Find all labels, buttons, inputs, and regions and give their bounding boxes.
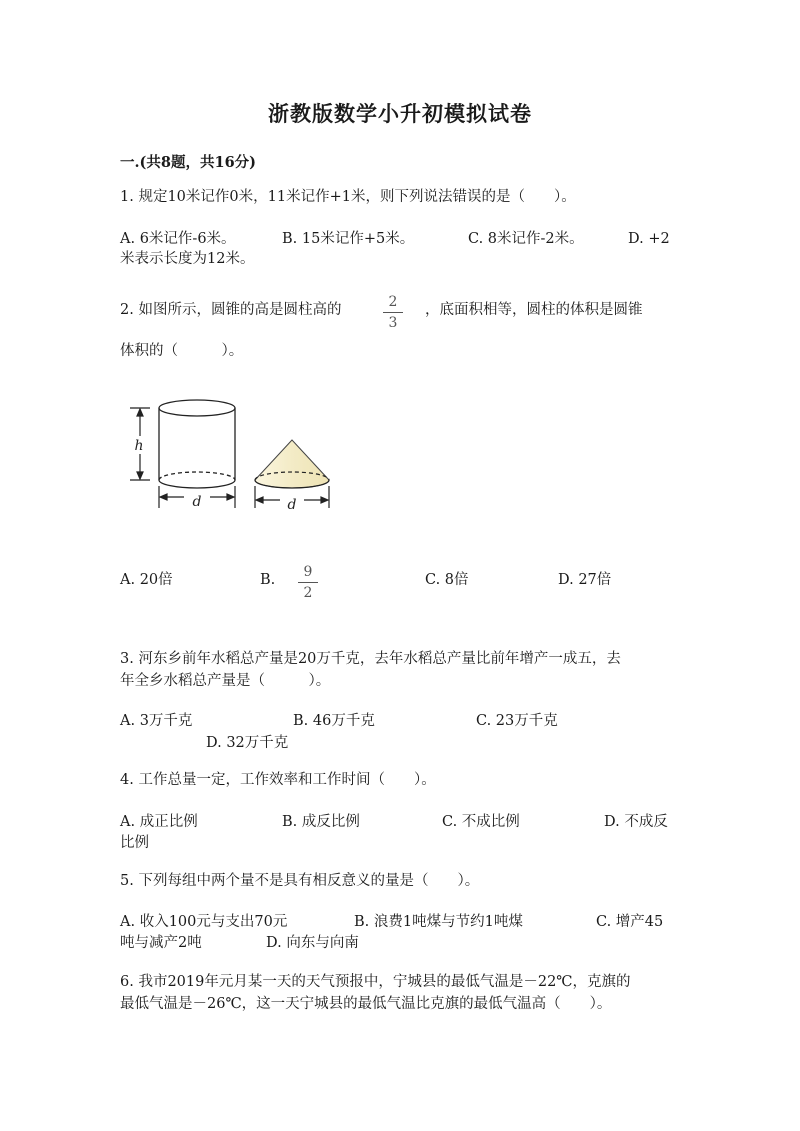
cone-shape	[255, 440, 329, 488]
fraction-bar	[298, 582, 318, 583]
question-5-option-c-cont: 吨与减产2吨	[120, 935, 202, 951]
question-4-option-c: C. 不成比例	[442, 814, 520, 830]
question-1-stem: 1. 规定10米记作0米，11米记作+1米，则下列说法错误的是（ ）。	[120, 189, 576, 205]
question-1-option-b: B. 15米记作+5米。	[282, 231, 415, 247]
fraction-denominator: 3	[388, 315, 398, 331]
question-2-stem-cont: ，底面积相等，圆柱的体积是圆锥	[425, 302, 643, 318]
question-5-option-b: B. 浪费1吨煤与节约1吨煤	[354, 914, 523, 930]
question-2-fraction	[383, 294, 403, 331]
question-1-option-d: D. +2	[628, 231, 670, 247]
fraction-numerator: 9	[303, 564, 313, 580]
cylinder-cone-figure	[120, 390, 350, 520]
question-6-stem: 6. 我市2019年元月某一天的天气预报中，宁城县的最低气温是－22℃，克旗的	[120, 974, 631, 990]
question-5-option-d: D. 向东与向南	[266, 935, 359, 951]
question-1-option-c: C. 8米记作-2米。	[468, 231, 584, 247]
question-3-option-a: A. 3万千克	[120, 713, 193, 729]
fraction-bar	[383, 312, 403, 313]
question-1-option-a: A. 6米记作-6米。	[120, 231, 236, 247]
question-5-stem: 5. 下列每组中两个量不是具有相反意义的量是（ ）。	[120, 873, 480, 889]
cylinder-diameter-label: d	[192, 494, 202, 510]
question-2-option-a: A. 20倍	[120, 572, 173, 588]
question-2-stem-end: 体积的（ ）。	[120, 343, 244, 359]
cone-diameter-label: d	[287, 497, 297, 513]
cylinder-shape	[159, 400, 235, 488]
question-2-option-b-fraction	[298, 564, 318, 601]
question-3-option-d: D. 32万千克	[206, 735, 289, 751]
question-1-option-d-cont: 米表示长度为12米。	[120, 251, 255, 267]
question-2-stem: 2. 如图所示，圆锥的高是圆柱高的	[120, 302, 342, 318]
question-6-stem-cont: 最低气温是－26℃，这一天宁城县的最低气温比克旗的最低气温高（ ）。	[120, 996, 612, 1012]
question-5-option-a: A. 收入100元与支出70元	[120, 914, 288, 930]
question-2-option-c: C. 8倍	[425, 572, 469, 588]
question-3-stem-cont: 年全乡水稻总产量是（ ）。	[120, 673, 331, 689]
page-title: 浙教版数学小升初模拟试卷	[268, 101, 532, 126]
question-3-option-b: B. 46万千克	[293, 713, 375, 729]
question-2-option-b: B.	[260, 572, 276, 588]
height-label: h	[134, 438, 144, 454]
question-4-option-d: D. 不成反	[604, 814, 668, 830]
question-5-option-c: C. 增产45	[596, 914, 664, 930]
section-heading: 一.(共8题，共16分)	[120, 154, 257, 171]
question-3-stem: 3. 河东乡前年水稻总产量是20万千克，去年水稻总产量比前年增产一成五，去	[120, 651, 621, 667]
question-4-option-a: A. 成正比例	[120, 814, 198, 830]
fraction-numerator: 2	[388, 294, 398, 310]
question-4-option-d-cont: 比例	[120, 835, 149, 851]
question-2-option-d: D. 27倍	[558, 572, 612, 588]
fraction-denominator: 2	[303, 585, 313, 601]
question-3-option-c: C. 23万千克	[476, 713, 558, 729]
question-4-option-b: B. 成反比例	[282, 814, 360, 830]
question-4-stem: 4. 工作总量一定，工作效率和工作时间（ ）。	[120, 772, 436, 788]
